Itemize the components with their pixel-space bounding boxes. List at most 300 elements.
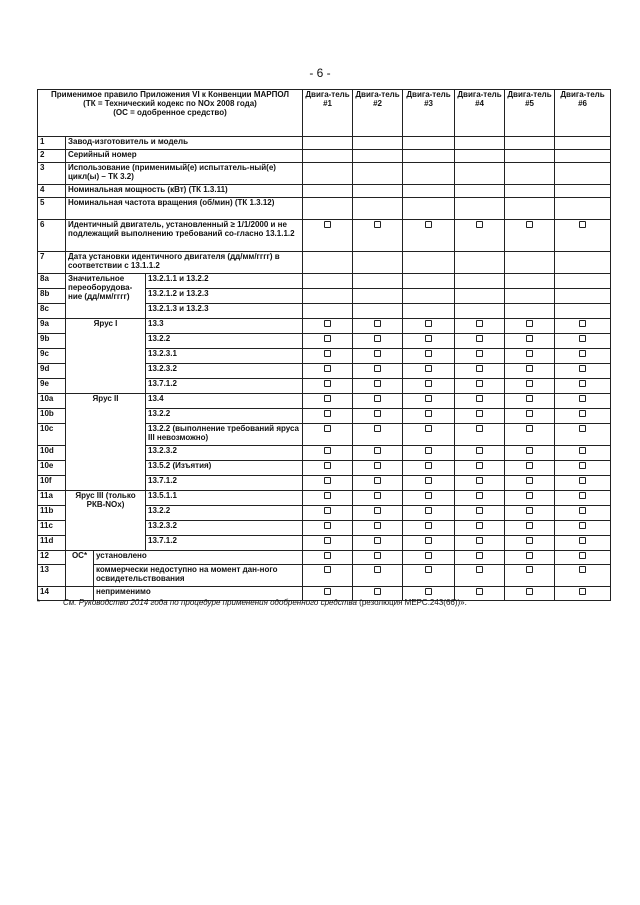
row-number: 9b [38, 334, 66, 349]
os-1-engine-6[interactable] [555, 565, 611, 587]
row-r4-engine-1 [303, 185, 353, 198]
group9-1-engine-1[interactable] [303, 334, 353, 349]
os-0-engine-6[interactable] [555, 551, 611, 565]
checkbox-icon[interactable] [579, 492, 586, 499]
group9-3-engine-1[interactable] [303, 364, 353, 379]
group9-4-engine-5[interactable] [505, 379, 555, 394]
checkbox-icon[interactable] [374, 365, 381, 372]
group11-3-engine-2[interactable] [353, 536, 403, 551]
group9-0-engine-1[interactable] [303, 319, 353, 334]
row-r6-engine-1[interactable] [303, 220, 353, 252]
checkbox-icon[interactable] [579, 477, 586, 484]
checkbox-icon[interactable] [374, 447, 381, 454]
checkbox-icon[interactable] [476, 566, 483, 573]
group9-3-engine-5[interactable] [505, 364, 555, 379]
group9-4-engine-3[interactable] [403, 379, 455, 394]
os-1-engine-5[interactable] [505, 565, 555, 587]
checkbox-icon[interactable] [526, 447, 533, 454]
checkbox-icon[interactable] [324, 588, 331, 595]
rule-ref: 13.3 [146, 319, 303, 334]
row-r2-engine-5 [505, 150, 555, 163]
footnote-italic-text: См. Руководство 2014 года по процедуре применения одобренного средства [63, 598, 357, 607]
row-r4-engine-5 [505, 185, 555, 198]
group9-1-engine-4[interactable] [455, 334, 505, 349]
checkbox-icon[interactable] [324, 425, 331, 432]
row-r6-engine-6[interactable] [555, 220, 611, 252]
footnote-normal-text: (резолюция МЕРС.243(66))». [359, 598, 467, 607]
checkbox-icon[interactable] [476, 507, 483, 514]
group10-0-engine-5[interactable] [505, 394, 555, 409]
row-number: 8b [38, 289, 66, 304]
os-0-engine-5[interactable] [505, 551, 555, 565]
group11-3-engine-4[interactable] [455, 536, 505, 551]
row-r4-engine-4 [455, 185, 505, 198]
checkbox-icon[interactable] [579, 447, 586, 454]
group11-2-engine-5[interactable] [505, 521, 555, 536]
group10-3-engine-5[interactable] [505, 446, 555, 461]
header-line-2: (ТК = Технический кодекс по NOx 2008 года) [83, 99, 257, 108]
os-1-engine-1[interactable] [303, 565, 353, 587]
checkbox-icon[interactable] [374, 552, 381, 559]
checkbox-icon[interactable] [425, 447, 432, 454]
checkbox-icon[interactable] [374, 320, 381, 327]
os-0-engine-2[interactable] [353, 551, 403, 565]
row-number: 10c [38, 424, 66, 446]
checkbox-icon[interactable] [324, 507, 331, 514]
checkbox-icon[interactable] [374, 537, 381, 544]
checkbox-icon[interactable] [476, 588, 483, 595]
checkbox-icon[interactable] [526, 588, 533, 595]
checkbox-icon[interactable] [526, 537, 533, 544]
group10-1-engine-1[interactable] [303, 409, 353, 424]
checkbox-icon[interactable] [324, 410, 331, 417]
os-1-engine-4[interactable] [455, 565, 505, 587]
group11-0-engine-2[interactable] [353, 491, 403, 506]
checkbox-icon[interactable] [374, 522, 381, 529]
group9-0-engine-6[interactable] [555, 319, 611, 334]
row-number: 9d [38, 364, 66, 379]
checkbox-icon[interactable] [526, 425, 533, 432]
engine-info-table [37, 89, 611, 601]
row-8-1-engine-6 [555, 289, 611, 304]
checkbox-icon[interactable] [526, 335, 533, 342]
checkbox-icon[interactable] [324, 537, 331, 544]
checkbox-icon[interactable] [526, 380, 533, 387]
row-r7-engine-3 [403, 252, 455, 274]
group11-0-engine-5[interactable] [505, 491, 555, 506]
checkbox-icon[interactable] [476, 492, 483, 499]
checkbox-icon[interactable] [324, 462, 331, 469]
checkbox-icon[interactable] [579, 552, 586, 559]
group10-1-engine-5[interactable] [505, 409, 555, 424]
checkbox-icon[interactable] [579, 221, 586, 228]
checkbox-icon[interactable] [324, 552, 331, 559]
row-label: Использование (применимый(е) испытатель-ный(е) цикл(ы) – ТК 3.2) [66, 163, 303, 185]
group9-4-engine-1[interactable] [303, 379, 353, 394]
group10-4-engine-2[interactable] [353, 461, 403, 476]
rule-ref: 13.2.1.2 и 13.2.3 [146, 289, 303, 304]
row-number: 10b [38, 409, 66, 424]
group11-1-engine-3[interactable] [403, 506, 455, 521]
group9-2-engine-6[interactable] [555, 349, 611, 364]
page-number: - 6 - [309, 66, 331, 80]
group10-5-engine-4[interactable] [455, 476, 505, 491]
group9-3-engine-6[interactable] [555, 364, 611, 379]
row-r7-engine-2 [353, 252, 403, 274]
checkbox-icon[interactable] [526, 410, 533, 417]
row-r6-engine-2[interactable] [353, 220, 403, 252]
group11-2-engine-3[interactable] [403, 521, 455, 536]
group11-1-engine-4[interactable] [455, 506, 505, 521]
rule-ref: 13.2.2 [146, 506, 303, 521]
checkbox-icon[interactable] [579, 395, 586, 402]
checkbox-icon[interactable] [476, 335, 483, 342]
checkbox-icon[interactable] [374, 221, 381, 228]
checkbox-icon[interactable] [476, 462, 483, 469]
group9-label: Ярус I [66, 319, 146, 394]
checkbox-icon[interactable] [476, 447, 483, 454]
row-r6-engine-3[interactable] [403, 220, 455, 252]
row-8-2-engine-5 [505, 304, 555, 319]
checkbox-icon[interactable] [476, 522, 483, 529]
header-row [38, 90, 611, 137]
checkbox-icon[interactable] [425, 588, 432, 595]
checkbox-icon[interactable] [324, 395, 331, 402]
checkbox-icon[interactable] [425, 410, 432, 417]
row-8-0-engine-6 [555, 274, 611, 289]
group9-1-engine-2[interactable] [353, 334, 403, 349]
group9-3-engine-3[interactable] [403, 364, 455, 379]
group11-2-engine-6[interactable] [555, 521, 611, 536]
checkbox-icon[interactable] [476, 221, 483, 228]
group10-5-engine-3[interactable] [403, 476, 455, 491]
row-r1-engine-4 [455, 137, 505, 150]
group9-1-engine-3[interactable] [403, 334, 455, 349]
checkbox-icon[interactable] [425, 477, 432, 484]
os-0-engine-1[interactable] [303, 551, 353, 565]
checkbox-icon[interactable] [324, 221, 331, 228]
group11-3-engine-6[interactable] [555, 536, 611, 551]
checkbox-icon[interactable] [374, 410, 381, 417]
group11-2-engine-1[interactable] [303, 521, 353, 536]
group10-1-engine-4[interactable] [455, 409, 505, 424]
row-r4-engine-3 [403, 185, 455, 198]
group9-2-engine-1[interactable] [303, 349, 353, 364]
checkbox-icon[interactable] [324, 477, 331, 484]
group9-2-engine-2[interactable] [353, 349, 403, 364]
group10-5-engine-5[interactable] [505, 476, 555, 491]
group11-0-engine-3[interactable] [403, 491, 455, 506]
os-label: ОС* [66, 551, 94, 587]
row-r7-engine-4 [455, 252, 505, 274]
checkbox-icon[interactable] [579, 410, 586, 417]
row-number: 13 [38, 565, 66, 587]
table-row [38, 137, 611, 150]
checkbox-icon[interactable] [476, 537, 483, 544]
row-r1-engine-5 [505, 137, 555, 150]
checkbox-icon[interactable] [476, 425, 483, 432]
group9-0-engine-3[interactable] [403, 319, 455, 334]
group10-5-engine-1[interactable] [303, 476, 353, 491]
footnote [37, 598, 617, 607]
table-row [38, 185, 611, 198]
checkbox-icon[interactable] [374, 335, 381, 342]
group9-0-engine-4[interactable] [455, 319, 505, 334]
row-r1-engine-1 [303, 137, 353, 150]
engine-header-5: Двига-тель #5 [505, 90, 555, 137]
checkbox-icon[interactable] [476, 350, 483, 357]
group10-4-engine-1[interactable] [303, 461, 353, 476]
group10-2-engine-6[interactable] [555, 424, 611, 446]
group11-1-engine-6[interactable] [555, 506, 611, 521]
engine-header-3: Двига-тель #3 [403, 90, 455, 137]
group9-2-engine-3[interactable] [403, 349, 455, 364]
group10-3-engine-3[interactable] [403, 446, 455, 461]
rule-ref: 13.2.2 (выполнение требований яруса III невозможно) [146, 424, 303, 446]
row-8-2-engine-6 [555, 304, 611, 319]
checkbox-icon[interactable] [579, 350, 586, 357]
group10-3-engine-2[interactable] [353, 446, 403, 461]
table-row [38, 150, 611, 163]
rule-ref: 13.4 [146, 394, 303, 409]
group10-4-engine-5[interactable] [505, 461, 555, 476]
group11-0-engine-6[interactable] [555, 491, 611, 506]
row-label: неприменимо [94, 587, 303, 601]
row-r5-engine-4 [455, 198, 505, 220]
checkbox-icon[interactable] [324, 447, 331, 454]
checkbox-icon[interactable] [374, 395, 381, 402]
checkbox-icon[interactable] [526, 462, 533, 469]
checkbox-icon[interactable] [425, 365, 432, 372]
group10-0-engine-6[interactable] [555, 394, 611, 409]
row-r2-engine-6 [555, 150, 611, 163]
group10-1-engine-2[interactable] [353, 409, 403, 424]
checkbox-icon[interactable] [425, 425, 432, 432]
checkbox-icon[interactable] [324, 566, 331, 573]
checkbox-icon[interactable] [579, 335, 586, 342]
engine-header-1: Двига-тель #1 [303, 90, 353, 137]
checkbox-icon[interactable] [425, 552, 432, 559]
table-row [38, 274, 611, 289]
rule-ref: 13.2.3.2 [146, 446, 303, 461]
row-r4-engine-2 [353, 185, 403, 198]
group10-3-engine-4[interactable] [455, 446, 505, 461]
group11-3-engine-5[interactable] [505, 536, 555, 551]
checkbox-icon[interactable] [476, 410, 483, 417]
row-number: 6 [38, 220, 66, 252]
checkbox-icon[interactable] [374, 588, 381, 595]
os-0-engine-3[interactable] [403, 551, 455, 565]
checkbox-icon[interactable] [579, 425, 586, 432]
row-8-2-engine-3 [403, 304, 455, 319]
checkbox-icon[interactable] [374, 462, 381, 469]
group9-4-engine-2[interactable] [353, 379, 403, 394]
checkbox-icon[interactable] [476, 380, 483, 387]
checkbox-icon[interactable] [374, 566, 381, 573]
group10-2-engine-5[interactable] [505, 424, 555, 446]
checkbox-icon[interactable] [476, 477, 483, 484]
rule-ref: 13.7.1.2 [146, 379, 303, 394]
row-number: 11b [38, 506, 66, 521]
group11-2-engine-4[interactable] [455, 521, 505, 536]
checkbox-icon[interactable] [374, 380, 381, 387]
checkbox-icon[interactable] [579, 566, 586, 573]
group9-2-engine-4[interactable] [455, 349, 505, 364]
group10-0-engine-3[interactable] [403, 394, 455, 409]
group9-3-engine-4[interactable] [455, 364, 505, 379]
group11-3-engine-3[interactable] [403, 536, 455, 551]
row-label: Идентичный двигатель, установленный ≥ 1/1/2000 и не подлежащий выполнению требований со-гласно 13.1.1.2 [66, 220, 303, 252]
checkbox-icon[interactable] [526, 477, 533, 484]
group11-1-engine-2[interactable] [353, 506, 403, 521]
group10-4-engine-6[interactable] [555, 461, 611, 476]
checkbox-icon[interactable] [425, 537, 432, 544]
rule-ref: 13.2.1.1 и 13.2.2 [146, 274, 303, 289]
row-8-1-engine-5 [505, 289, 555, 304]
row-r3-engine-1 [303, 163, 353, 185]
checkbox-icon[interactable] [579, 365, 586, 372]
row-8-2-engine-1 [303, 304, 353, 319]
group10-3-engine-6[interactable] [555, 446, 611, 461]
checkbox-icon[interactable] [476, 320, 483, 327]
group10-5-engine-6[interactable] [555, 476, 611, 491]
row-r1-engine-2 [353, 137, 403, 150]
checkbox-icon[interactable] [425, 350, 432, 357]
checkbox-icon[interactable] [579, 588, 586, 595]
row-number: 7 [38, 252, 66, 274]
group11-1-engine-1[interactable] [303, 506, 353, 521]
group9-1-engine-5[interactable] [505, 334, 555, 349]
os-0-engine-4[interactable] [455, 551, 505, 565]
checkbox-icon[interactable] [324, 522, 331, 529]
checkbox-icon[interactable] [324, 335, 331, 342]
checkbox-icon[interactable] [476, 365, 483, 372]
group9-1-engine-6[interactable] [555, 334, 611, 349]
checkbox-icon[interactable] [324, 492, 331, 499]
row-8-1-engine-4 [455, 289, 505, 304]
checkbox-icon[interactable] [374, 492, 381, 499]
checkbox-icon[interactable] [526, 395, 533, 402]
group10-2-engine-1[interactable] [303, 424, 353, 446]
checkbox-icon[interactable] [425, 380, 432, 387]
rule-ref: 13.2.3.1 [146, 349, 303, 364]
checkbox-icon[interactable] [526, 365, 533, 372]
os-1-engine-3[interactable] [403, 565, 455, 587]
row-number: 9c [38, 349, 66, 364]
row-8-0-engine-2 [353, 274, 403, 289]
rule-ref: 13.7.1.2 [146, 536, 303, 551]
group10-4-engine-3[interactable] [403, 461, 455, 476]
row-r6-engine-5[interactable] [505, 220, 555, 252]
group10-5-engine-2[interactable] [353, 476, 403, 491]
checkbox-icon[interactable] [324, 365, 331, 372]
row-8-1-engine-1 [303, 289, 353, 304]
checkbox-icon[interactable] [425, 492, 432, 499]
checkbox-icon[interactable] [425, 522, 432, 529]
checkbox-icon[interactable] [425, 395, 432, 402]
row-number: 10d [38, 446, 66, 461]
row-r7-engine-6 [555, 252, 611, 274]
checkbox-icon[interactable] [425, 221, 432, 228]
row-r5-engine-2 [353, 198, 403, 220]
group9-2-engine-5[interactable] [505, 349, 555, 364]
checkbox-icon[interactable] [374, 425, 381, 432]
checkbox-icon[interactable] [526, 522, 533, 529]
row-8-1-engine-2 [353, 289, 403, 304]
checkbox-icon[interactable] [526, 221, 533, 228]
checkbox-icon[interactable] [324, 320, 331, 327]
group10-2-engine-4[interactable] [455, 424, 505, 446]
group9-4-engine-4[interactable] [455, 379, 505, 394]
checkbox-icon[interactable] [526, 492, 533, 499]
checkbox-icon[interactable] [579, 522, 586, 529]
row-r3-engine-5 [505, 163, 555, 185]
group10-2-engine-3[interactable] [403, 424, 455, 446]
checkbox-icon[interactable] [579, 380, 586, 387]
row-r6-engine-4[interactable] [455, 220, 505, 252]
checkbox-icon[interactable] [526, 320, 533, 327]
checkbox-icon[interactable] [579, 320, 586, 327]
row-number: 9e [38, 379, 66, 394]
group11-0-engine-1[interactable] [303, 491, 353, 506]
checkbox-icon[interactable] [579, 507, 586, 514]
rule-ref: 13.2.3.2 [146, 364, 303, 379]
group10-0-engine-2[interactable] [353, 394, 403, 409]
group10-3-engine-1[interactable] [303, 446, 353, 461]
rule-ref: 13.7.1.2 [146, 476, 303, 491]
checkbox-icon[interactable] [425, 320, 432, 327]
group11-3-engine-1[interactable] [303, 536, 353, 551]
checkbox-icon[interactable] [526, 552, 533, 559]
checkbox-icon[interactable] [425, 335, 432, 342]
checkbox-icon[interactable] [324, 350, 331, 357]
row-r3-engine-3 [403, 163, 455, 185]
group10-4-engine-4[interactable] [455, 461, 505, 476]
group10-2-engine-2[interactable] [353, 424, 403, 446]
group9-0-engine-5[interactable] [505, 319, 555, 334]
group10-1-engine-3[interactable] [403, 409, 455, 424]
group10-0-engine-1[interactable] [303, 394, 353, 409]
group9-3-engine-2[interactable] [353, 364, 403, 379]
group11-0-engine-4[interactable] [455, 491, 505, 506]
group11-2-engine-2[interactable] [353, 521, 403, 536]
checkbox-icon[interactable] [374, 507, 381, 514]
checkbox-icon[interactable] [579, 537, 586, 544]
checkbox-icon[interactable] [526, 350, 533, 357]
checkbox-icon[interactable] [579, 462, 586, 469]
row-8-2-engine-4 [455, 304, 505, 319]
checkbox-icon[interactable] [374, 477, 381, 484]
checkbox-icon[interactable] [374, 350, 381, 357]
checkbox-icon[interactable] [476, 395, 483, 402]
os-1-engine-2[interactable] [353, 565, 403, 587]
group9-4-engine-6[interactable] [555, 379, 611, 394]
checkbox-icon[interactable] [476, 552, 483, 559]
checkbox-icon[interactable] [425, 566, 432, 573]
group10-0-engine-4[interactable] [455, 394, 505, 409]
row-r1-engine-6 [555, 137, 611, 150]
checkbox-icon[interactable] [425, 507, 432, 514]
checkbox-icon[interactable] [526, 507, 533, 514]
checkbox-icon[interactable] [526, 566, 533, 573]
group11-1-engine-5[interactable] [505, 506, 555, 521]
rule-ref: 13.2.2 [146, 409, 303, 424]
group10-1-engine-6[interactable] [555, 409, 611, 424]
checkbox-icon[interactable] [324, 380, 331, 387]
row-number: 8c [38, 304, 66, 319]
checkbox-icon[interactable] [425, 462, 432, 469]
group9-0-engine-2[interactable] [353, 319, 403, 334]
